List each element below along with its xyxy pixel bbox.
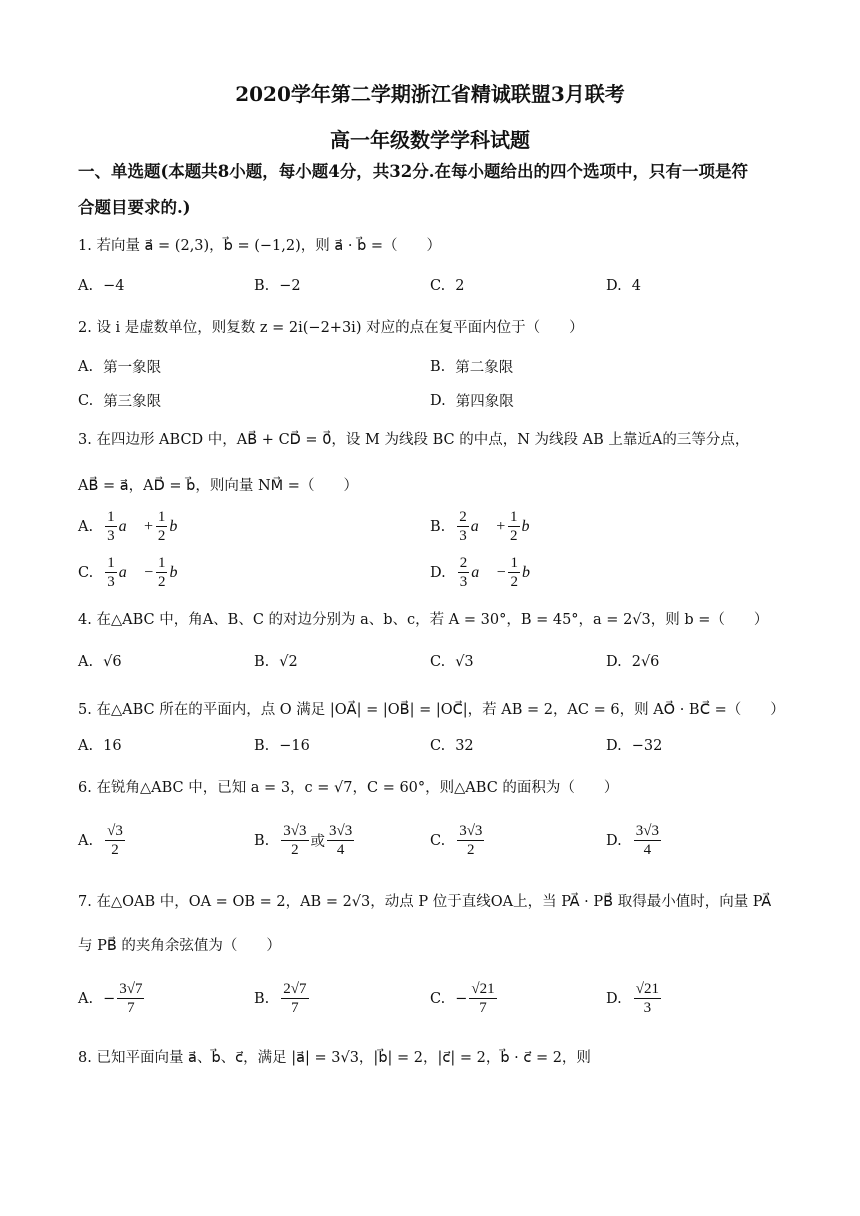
- question-3-line2: AB⃗ = a⃗，AD⃗ = b⃗，则向量 NM⃗ =（ ）: [78, 478, 358, 494]
- q3-option-b: B. $\frac{2}{3}$ a⃗ + $\frac{1}{2}$ b⃗: [430, 509, 542, 544]
- q5-option-d: D. −32: [606, 738, 663, 754]
- q1-option-b: B. −2: [254, 278, 301, 294]
- q5-option-b: B. −16: [254, 738, 310, 754]
- question-6: 6. 在锐角△ABC 中，已知 a = 3，c = √7，C = 60°，则△ABC 的面积为（ ）: [78, 780, 619, 796]
- q5-option-a: A. 16: [78, 738, 122, 754]
- question-1: 1. 若向量 a⃗ = (2,3)，b⃗ = (−1,2)，则 a⃗ · b⃗ =（ ）: [78, 238, 442, 254]
- q7-option-a: A. − $\frac{3√7}{7}$: [78, 981, 143, 1016]
- q7-option-d: D. $\frac{√21}{3}$: [606, 981, 659, 1016]
- q1-option-a: A. −4: [78, 278, 125, 294]
- exam-subtitle: 高一年级数学学科试题: [330, 128, 530, 152]
- question-7-line1: 7. 在△OAB 中，OA = OB = 2，AB = 2√3，动点 P 位于直线OA上，当 PA⃗ · PB⃗ 取得最小值时，向量 PA⃗: [78, 894, 772, 910]
- q6-option-d: D. $\frac{3√3}{4}$: [606, 823, 659, 858]
- section-heading-line1: 一、单选题(本题共8小题，每小题4分，共32分.在每小题给出的四个选项中，只有一项是符: [78, 162, 748, 181]
- q7-option-b: B. $\frac{2√7}{7}$: [254, 981, 307, 1016]
- q1-option-d: D. 4: [606, 278, 641, 294]
- q3-option-d: D. $\frac{2}{3}$ a⃗ − $\frac{1}{2}$ b⃗: [430, 555, 543, 590]
- question-8: 8. 已知平面向量 a⃗、b⃗、c⃗，满足 |a⃗| = 3√3，|b⃗| = 2，|c⃗| = 2，b⃗ · c⃗ = 2，则: [78, 1050, 591, 1066]
- question-2: 2. 设 i 是虚数单位，则复数 z = 2i(−2+3i) 对应的点在复平面内位于（ ）: [78, 320, 584, 336]
- q3-option-c: C. $\frac{1}{3}$ a⃗ − $\frac{1}{2}$ b⃗: [78, 555, 190, 590]
- q2-option-a: A. 第一象限: [78, 358, 162, 376]
- section-heading: [78, 154, 788, 226]
- q5-option-c: C. 32: [430, 738, 474, 754]
- question-4: 4. 在△ABC 中，角A、B、C 的对边分别为 a、b、c，若 A = 30°，B = 45°，a = 2√3，则 b =（ ）: [78, 612, 769, 628]
- q2-option-c: C. 第三象限: [78, 392, 162, 410]
- q6-option-a: A. $\frac{√3}{2}$: [78, 823, 123, 858]
- q2-option-b: B. 第二象限: [430, 358, 514, 376]
- q4-option-a: A. √6: [78, 654, 122, 670]
- q7-option-c: C. − $\frac{√21}{7}$: [430, 981, 495, 1016]
- exam-title: 2020学年第二学期浙江省精诚联盟3月联考: [235, 82, 625, 106]
- question-7-line2: 与 PB⃗ 的夹角余弦值为（ ）: [78, 938, 281, 954]
- question-3-line1: 3. 在四边形 ABCD 中，AB⃗ + CD⃗ = 0⃗，设 M 为线段 BC 的中点，N 为线段 AB 上靠近A的三等分点，: [78, 432, 750, 448]
- q6-option-b: B. $\frac{3√3}{2}$ 或 $\frac{3√3}{4}$: [254, 823, 353, 858]
- q1-option-c: C. 2: [430, 278, 465, 294]
- q4-option-d: D. 2√6: [606, 654, 660, 670]
- q3-option-a: A. $\frac{1}{3}$ a⃗ + $\frac{1}{2}$ b⃗: [78, 509, 190, 544]
- question-5: 5. 在△ABC 所在的平面内，点 O 满足 |OA⃗| = |OB⃗| = |OC⃗|，若 AB = 2，AC = 6，则 AO⃗ · BC⃗ =（ ）: [78, 702, 785, 718]
- q4-option-c: C. √3: [430, 654, 474, 670]
- q6-option-c: C. $\frac{3√3}{2}$: [430, 823, 483, 858]
- q4-option-b: B. √2: [254, 654, 298, 670]
- q2-option-d: D. 第四象限: [430, 392, 514, 410]
- section-heading-line2: 合题目要求的.): [78, 198, 191, 217]
